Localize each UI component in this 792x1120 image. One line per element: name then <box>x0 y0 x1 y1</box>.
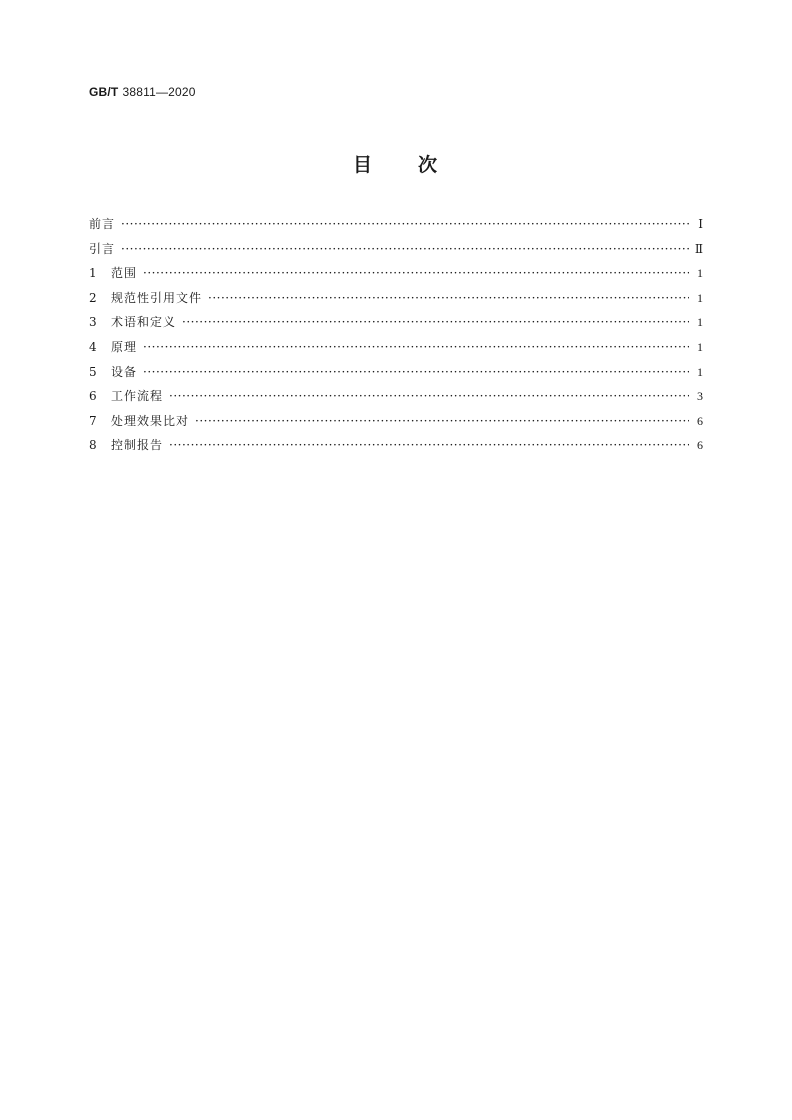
dot-leader <box>169 438 689 452</box>
toc-entry-page: 1 <box>697 364 703 379</box>
toc-entry-introduction[interactable] <box>89 240 703 265</box>
toc-entry-scope[interactable] <box>89 264 703 289</box>
toc-entry-number: 1 <box>89 266 97 281</box>
toc-entry-label: 术语和定义 <box>111 315 177 330</box>
dot-leader <box>143 266 689 280</box>
dot-leader <box>143 340 689 354</box>
standard-number: 38811—2020 <box>122 85 196 99</box>
dot-leader <box>208 291 689 305</box>
title-part-2: 次 <box>418 154 440 176</box>
toc-entry-page: 1 <box>697 315 703 330</box>
dot-leader <box>143 365 689 379</box>
table-of-contents <box>89 215 703 461</box>
toc-entry-number: 5 <box>89 364 97 379</box>
toc-entry-label: 处理效果比对 <box>111 413 190 428</box>
toc-entry-page: 6 <box>697 413 703 428</box>
toc-entry-number: 7 <box>89 413 97 428</box>
toc-entry-principle[interactable] <box>89 338 703 363</box>
dot-leader <box>121 217 689 231</box>
toc-entry-label: 引言 <box>89 241 116 256</box>
toc-entry-page: Ⅰ <box>698 217 703 231</box>
toc-entry-treatment-comparison[interactable] <box>89 412 703 437</box>
toc-entry-number: 3 <box>89 315 97 330</box>
dot-leader <box>195 414 689 428</box>
toc-entry-terms-definitions[interactable] <box>89 313 703 338</box>
toc-entry-number: 4 <box>89 339 97 354</box>
toc-entry-label: 前言 <box>89 217 116 231</box>
toc-entry-number: 6 <box>89 389 97 404</box>
toc-entry-label: 原理 <box>111 339 138 354</box>
toc-entry-page: 1 <box>697 290 703 305</box>
toc-entry-workflow[interactable] <box>89 387 703 412</box>
toc-entry-number: 8 <box>89 438 97 453</box>
toc-entry-control-report[interactable] <box>89 436 703 461</box>
dot-leader <box>182 315 689 329</box>
toc-entry-label: 设备 <box>111 364 138 379</box>
toc-entry-number: 2 <box>89 290 97 305</box>
dot-leader <box>169 389 689 403</box>
toc-entry-page: 3 <box>697 389 703 404</box>
toc-entry-label: 规范性引用文件 <box>111 290 203 305</box>
toc-entry-label: 工作流程 <box>111 389 164 404</box>
toc-entry-page: 1 <box>697 266 703 281</box>
dot-leader <box>121 242 689 256</box>
toc-entry-equipment[interactable] <box>89 363 703 388</box>
standard-prefix: GB/T <box>89 85 119 99</box>
page-title <box>0 150 792 177</box>
title-part-1: 目 <box>352 154 374 176</box>
toc-entry-label: 控制报告 <box>111 438 164 453</box>
toc-entry-foreword[interactable] <box>89 215 703 240</box>
toc-entry-label: 范围 <box>111 266 138 281</box>
toc-entry-normative-references[interactable] <box>89 289 703 314</box>
toc-entry-page: 1 <box>697 339 703 354</box>
standard-code <box>89 85 196 99</box>
toc-entry-page: Ⅱ <box>694 241 703 256</box>
toc-entry-page: 6 <box>697 438 703 453</box>
